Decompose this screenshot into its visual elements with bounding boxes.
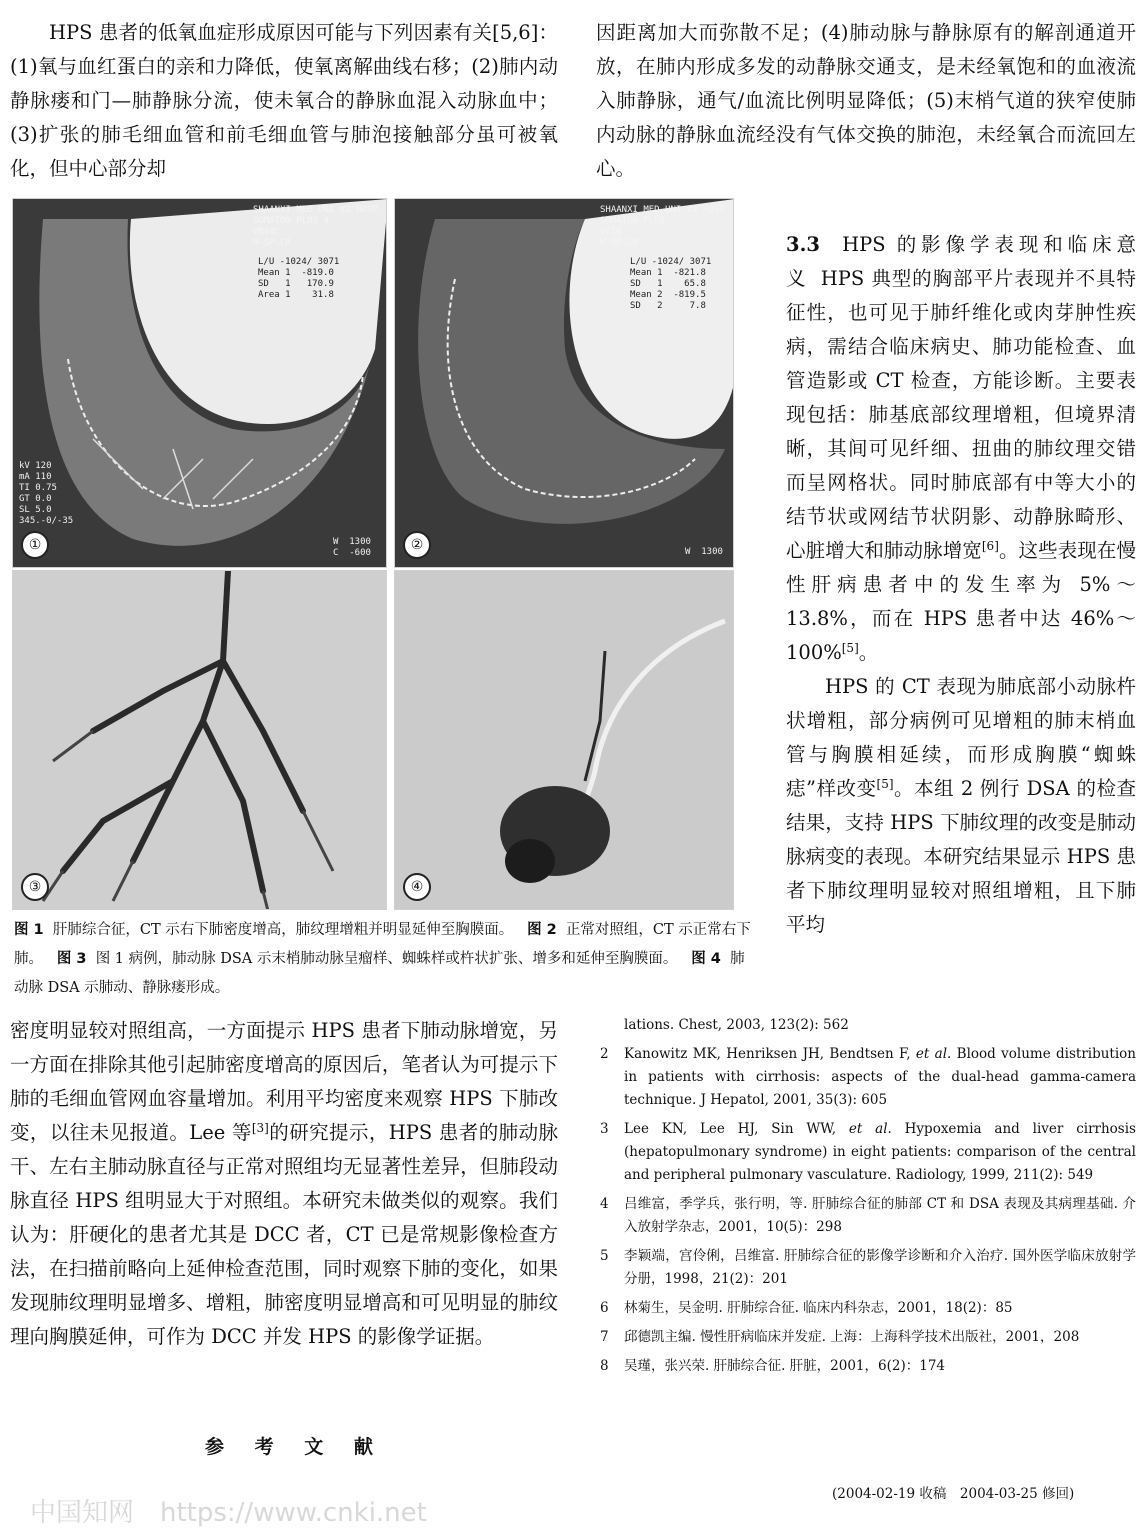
reference-item bbox=[596, 1245, 1136, 1291]
citation: [5] bbox=[876, 777, 894, 791]
references-title: 参 考 文 献 bbox=[205, 1436, 385, 1458]
reference-item bbox=[596, 1193, 1136, 1239]
reference-item bbox=[596, 1118, 1136, 1187]
ct-stats-text: L/U -1024/ 3071 Mean 1 -821.8 SD 1 65.8 Mean 2 -819.5 SD 2 7.8 bbox=[630, 257, 712, 311]
reference-item bbox=[596, 1355, 1136, 1378]
reference-text: 吕维富，季学兵，张行明，等. 肝肺综合征的肺部 CT 和 DSA 表现及其病理基础. 介入放射学杂志，2001，10(5)：298 bbox=[624, 1196, 1136, 1235]
reference-item bbox=[596, 1297, 1136, 1320]
paragraph-discussion bbox=[10, 1014, 558, 1354]
references-list bbox=[596, 1014, 1136, 1384]
discussion-text: 密度明显较对照组高，一方面提示 HPS 患者下肺动脉增宽，另一方面在排除其他引起肺密度增高的原因后，笔者认为可提示下肺的毛细血管网血容量增加。利用平均密度来观察 HPS 下肺改变，以往未见报道。Lee 等 bbox=[10, 1019, 558, 1144]
ct-lung-illustration bbox=[395, 199, 734, 568]
reference-text: 吴瑾，张兴荣. 肝肺综合征. 肝脏，2001，6(2)：174 bbox=[624, 1358, 946, 1374]
figure-4-dsa-image bbox=[394, 570, 734, 910]
reference-item bbox=[596, 1043, 1136, 1112]
caption-fig3-text: 图 1 病例，肺动脉 DSA 示末梢肺动脉呈瘤样、蜘蛛样或杵状扩张、增多和延伸至胸膜面。 bbox=[95, 951, 678, 967]
reference-number: 5 bbox=[600, 1248, 609, 1264]
reference-etal: et al bbox=[848, 1121, 888, 1137]
reference-item bbox=[596, 1014, 1136, 1037]
ct-header-text: SHAANXI MED UNI #2 HOSP SOMATOM PLUS 4 VB40C H-SP-CR bbox=[253, 205, 378, 248]
caption-fig2-text: 正常对照组，CT 示正常右下肺。 bbox=[14, 922, 751, 967]
section-number: 3.3 bbox=[786, 233, 820, 256]
reference-number: 8 bbox=[600, 1358, 609, 1374]
reference-etal: et al bbox=[915, 1046, 948, 1062]
reference-number: 7 bbox=[600, 1329, 609, 1345]
reference-number: 3 bbox=[600, 1121, 609, 1137]
figure-1-ct-image bbox=[12, 198, 387, 568]
ct-params-text: kV 120 mA 110 TI 0.75 GT 0.0 SL 5.0 345.-0/-35 bbox=[19, 461, 74, 526]
reference-number: 6 bbox=[600, 1300, 609, 1316]
received-date: (2004-02-19 收稿 2004-03-25 修回) bbox=[832, 1486, 1075, 1502]
section-text: HPS 的 CT 表现为肺底部小动脉杵状增粗，部分病例可见增粗的肺末梢血管与胸膜相延续，而形成胸膜“蜘蛛痣”样改变 bbox=[786, 675, 1136, 800]
section-title: HPS 的影像学表现和临床意义 bbox=[786, 233, 1136, 290]
reference-text: Kanowitz MK, Henriksen JH, Bendtsen F, bbox=[624, 1046, 916, 1062]
citation: [6] bbox=[981, 539, 999, 553]
citation: [5] bbox=[841, 641, 859, 655]
dsa-vessels-illustration bbox=[13, 571, 387, 910]
paragraph-hypoxemia-causes: HPS 患者的低氧血症形成原因可能与下列因素有关[5,6]：(1)氧与血红蛋白的亲和力降低，使氧离解曲线右移；(2)肺内动静脉瘘和门—肺静脉分流，使未氧合的静脉血混入动脉血中；(3)扩张的肺毛细血管和前毛细血管与肺泡接触部分虽可被氧化，但中心部分却 bbox=[10, 21, 558, 180]
section-text: HPS 典型的胸部平片表现并不具特征性，也可见于肺纤维化或肉芽肿性疾病，需结合临床病史、肺功能检查、血管造影或 CT 检查，方能诊断。主要表现包括：肺基底部纹理增粗，但境界清晰，其间可见纤细、扭曲的肺纹理交错而呈网格状。同时肺底部有中等大小的结节状或网结节状阴影、动静脉畸形、心脏增大和肺动脉增宽 bbox=[786, 267, 1136, 562]
figure-caption bbox=[14, 916, 754, 1003]
figure-number-marker: ② bbox=[403, 531, 431, 559]
reference-text: lations. Chest, 2003, 123(2): 562 bbox=[624, 1017, 849, 1033]
citation: [3] bbox=[251, 1121, 269, 1135]
figure-number-marker: ③ bbox=[21, 873, 49, 901]
reference-number: 2 bbox=[600, 1046, 609, 1062]
figure-2-ct-image bbox=[394, 198, 734, 568]
cnki-watermark: 中国知网 https://www.cnki.net bbox=[30, 1498, 427, 1528]
section-3-3-second-paragraph bbox=[786, 670, 1136, 942]
figure-3-dsa-image bbox=[12, 570, 387, 910]
reference-item bbox=[596, 1326, 1136, 1349]
section-3-3-first-paragraph bbox=[786, 228, 1136, 670]
reference-text: . Hypoxemia and liver cirrhosis (hepatopulmonary syndrome) in eight patients: comparison of the central and peripheral pulmonary vasculature. Radiology, 1999, 211(2): 549 bbox=[624, 1121, 1136, 1183]
caption-fig3-label: 图 3 bbox=[56, 951, 87, 967]
reference-text: . Blood volume distribution in patients with cirrhosis: aspects of the dual-head gamma-camera technique. J Hepatol, 2001, 35(3): 605 bbox=[624, 1046, 1137, 1108]
caption-fig4-label: 图 4 bbox=[691, 951, 721, 967]
figure-number-marker: ④ bbox=[403, 873, 431, 901]
section-3-3 bbox=[786, 228, 1136, 942]
ct-window-text: W 1300 C -600 bbox=[333, 537, 371, 558]
caption-fig1-text: 肝肺综合征，CT 示右下肺密度增高，肺纹理增粗并明显延伸至胸膜面。 bbox=[52, 922, 514, 938]
reference-text: 林菊生，吴金明. 肝肺综合征. 临床内科杂志，2001，18(2)：85 bbox=[624, 1300, 1013, 1316]
caption-fig4-text: 肺动脉 DSA 示肺动、静脉瘘形成。 bbox=[14, 951, 745, 996]
reference-text: Lee KN, Lee HJ, Sin WW, bbox=[624, 1121, 849, 1137]
caption-fig1-label: 图 1 bbox=[14, 922, 44, 938]
figure-number-marker: ① bbox=[21, 531, 49, 559]
caption-fig2-label: 图 2 bbox=[527, 922, 557, 938]
ct-window-text: W 1300 bbox=[685, 547, 723, 557]
ct-stats-text: L/U -1024/ 3071 Mean 1 -819.0 SD 1 170.9 Area 1 31.8 bbox=[258, 257, 340, 300]
reference-text: 邱德凯主编. 慢性肝病临床并发症. 上海：上海科学技术出版社，2001，208 bbox=[624, 1329, 1080, 1345]
dsa-fistula-illustration bbox=[395, 571, 734, 910]
section-text: 。 bbox=[858, 641, 879, 664]
section-text: 。本组 2 例行 DSA 的检查结果，支持 HPS 下肺纹理的改变是肺动脉病变的表现。本研究结果显示 HPS 患者下肺纹理明显较对照组增粗，且下肺平均 bbox=[786, 777, 1136, 936]
ct-header-text: SHAANXI MED UNI #2 HOSP SOMATON PLUS VC10 H-SP-CR bbox=[600, 205, 725, 248]
section-text: 。这些表现在慢性肝病患者中的发生率为 5%～13.8%，而在 HPS 患者中达 46%～100% bbox=[786, 539, 1136, 664]
paragraph-hypoxemia-causes-cont: 因距离加大而弥散不足；(4)肺动脉与静脉原有的解剖通道开放，在肺内形成多发的动静脉交通支，是未经氧饱和的血液流入肺静脉，通气/血流比例明显降低；(5)末梢气道的狭窄使肺内动脉的静脉血流经没有气体交换的肺泡，未经氧合而流回左心。 bbox=[596, 21, 1136, 180]
reference-text: 李颖端，宫伶俐，吕维富. 肝肺综合征的影像学诊断和介入治疗. 国外医学临床放射学分册，1998，21(2)：201 bbox=[624, 1248, 1136, 1287]
discussion-text: 的研究提示，HPS 患者的肺动脉干、左右主肺动脉直径与正常对照组均无显著性差异，但肺段动脉直径 HPS 组明显大于对照组。本研究未做类似的观察。我们认为：肝硬化的患者尤其是 DCC 者，CT 已是常规影像检查方法，在扫描前略向上延伸检查范围，同时观察下肺的变化，如果发现肺纹理明显增多、增粗，肺密度明显增高和可见明显的肺纹理向胸膜延伸，可作为 DCC 并发 HPS 的影像学证据。 bbox=[10, 1121, 559, 1348]
reference-number: 4 bbox=[600, 1196, 609, 1212]
